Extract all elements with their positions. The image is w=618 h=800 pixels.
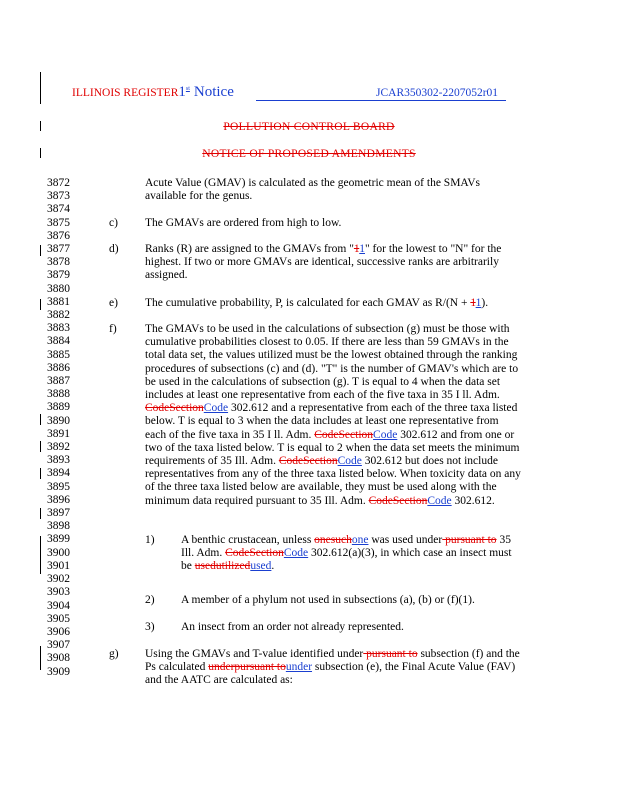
change-bar: [40, 245, 41, 256]
header-underline: [256, 100, 506, 101]
register-header: [72, 84, 234, 101]
jcar-code: JCAR350302-2207052r01: [376, 87, 499, 99]
subitem-1-text: A benthic crustacean, unless onesuchone was used under pursuant to 35 Ill. Adm. CodeSectionCode 302.612(a)(3), in which case an insect must be usedutilizedused.: [181, 534, 512, 573]
change-bar: [40, 72, 41, 104]
subitem-3-text: An insect from an order not already represented.: [181, 621, 404, 633]
notice-label: Notice: [193, 84, 234, 100]
item-e-text: The cumulative probability, P, is calculated for each GMAV as R/(N + 11).: [145, 297, 489, 309]
item-g-text: Using the GMAVs and T-value identified under pursuant to subsection (f) and the Ps calculated underpursuant tounder subsection (e), the Final Acute Value (FAV) and the AATC are calculated as:: [145, 648, 520, 687]
item-c-text: The GMAVs are ordered from high to low.: [145, 217, 342, 229]
notice-subtitle: NOTICE OF PROPOSED AMENDMENTS: [202, 148, 416, 160]
change-bar: [40, 299, 41, 310]
subitem-label-2: 2): [145, 594, 155, 606]
line-numbers: 3872 3873 3874 3875 3876 3877 3878 3879 3880 3881 3882 3883 3884 3885 3886 3887 3888 3889 3890 3891 3892 3893 3894 3895 3896 3897 3898 3899 3900 3901 3902 3903 3904 3905 3906 3907 3908 3909: [47, 177, 70, 678]
item-f-text: The GMAVs to be used in the calculations of subsection (g) must be those with cumulative probabilities closest to 0.05. If there are less than 59 GMAVs in the total data set, the values utilized must be the lowest obtained through the ranking procedures of subsections (c) and (d). "T" is the number of GMAV's which are to be used in the calculations of subsection (g). T is equal to 4 when the data set includes at least one representative from each of the five taxa in 35 I ll. Adm. CodeSectionCode 302.612 and a representative from each of the three taxa listed below. T is equal to 3 when the data includes at least one representative from each of the five taxa in 35 I ll. Adm. CodeSectionCode 302.612 and from one or two of the taxa listed below. T is equal to 2 when the data set meets the minimum requirements of 35 Ill. Adm. CodeSectionCode 302.612 but does not include representatives from any of the three taxa listed below. When toxicity data on any of the three taxa listed below are available, they must be used along with the minimum data required pursuant to 35 Ill. Adm. CodeSectionCode 302.612.: [145, 323, 521, 507]
subitem-2-text: A member of a phylum not used in subsections (a), (b) or (f)(1).: [181, 594, 475, 606]
change-bar: [40, 508, 41, 519]
subitem-label-1: 1): [145, 534, 155, 546]
board-title: POLLUTION CONTROL BOARD: [223, 121, 395, 133]
item-label-f: f): [109, 323, 117, 335]
item-d-text: Ranks (R) are assigned to the GMAVs from "11" for the lowest to "N" for the highest. If two or more GMAVs are identical, successive ranks are arbitrarily assigned.: [145, 243, 502, 282]
change-bar: [40, 441, 41, 452]
item-label-e: e): [109, 297, 118, 309]
item-label-d: d): [109, 243, 119, 255]
item-label-c: c): [109, 217, 118, 229]
register-title: ILLINOIS REGISTER: [72, 87, 179, 99]
change-bar: [40, 646, 41, 670]
change-bar: [40, 414, 41, 425]
subitem-label-3: 3): [145, 621, 155, 633]
change-bar: [40, 468, 41, 479]
intro-paragraph: Acute Value (GMAV) is calculated as the geometric mean of the SMAVs available for the genus.: [145, 177, 481, 203]
change-bar: [40, 536, 41, 574]
item-label-g: g): [109, 648, 119, 660]
register-number: 1st Notice: [178, 84, 234, 100]
